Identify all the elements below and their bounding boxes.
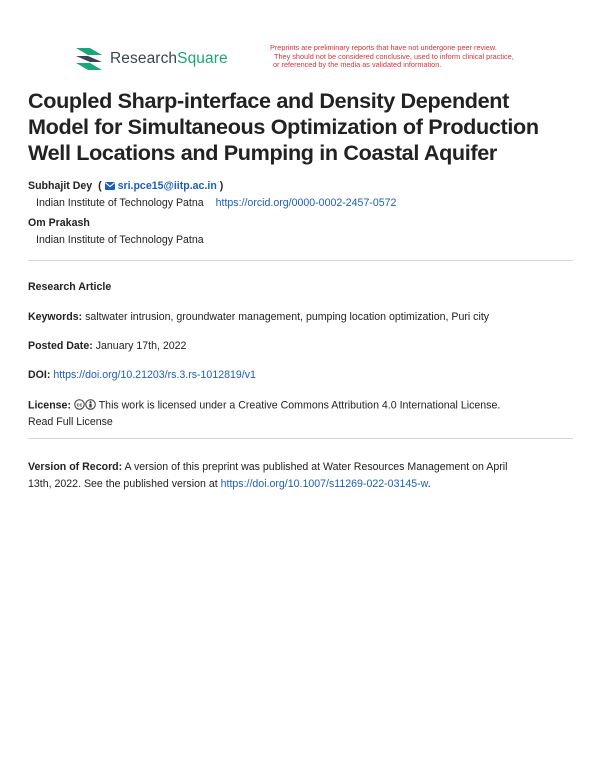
doi-label: DOI: xyxy=(28,369,51,381)
version-of-record-label: Version of Record: xyxy=(28,461,123,473)
preprint-disclaimer xyxy=(270,44,540,70)
author-affiliation: Indian Institute of Technology Patna xyxy=(36,234,204,246)
license xyxy=(28,399,500,412)
article-type: Research Article xyxy=(28,281,112,293)
author-name: Subhajit Dey xyxy=(28,180,93,192)
author-email: sri.pce15@iitp.ac.in xyxy=(117,180,217,192)
title-line: Coupled Sharp-interface and Density Dependent xyxy=(28,88,509,113)
posted-date-value: January 17th, 2022 xyxy=(95,340,187,352)
research-square-logo-icon xyxy=(74,46,104,72)
version-of-record-prefix: 13th, 2022. See the published version at xyxy=(28,478,218,490)
keywords-label: Keywords: xyxy=(28,311,83,323)
research-square-logo[interactable] xyxy=(74,46,228,72)
envelope-icon xyxy=(105,182,115,190)
orcid-link[interactable]: https://orcid.org/0000-0002-2457-0572 xyxy=(215,197,397,209)
keywords xyxy=(28,311,489,323)
author-email-link[interactable] xyxy=(105,180,217,192)
paper-title xyxy=(28,88,576,166)
disclaimer-line: or referenced by the media as validated information. xyxy=(273,60,442,70)
posted-date xyxy=(28,340,186,352)
svg-text:cc: cc xyxy=(76,402,83,409)
author-name: Om Prakash xyxy=(28,217,90,229)
title-line: Model for Simultaneous Optimization of Production xyxy=(28,114,539,139)
author-2 xyxy=(28,217,90,229)
disclaimer-line: Preprints are preliminary reports that have not undergone peer review. xyxy=(270,43,497,52)
author-1-affiliation-row xyxy=(36,197,396,209)
email-paren: ) xyxy=(216,180,224,192)
brand-name xyxy=(110,50,228,68)
author-1 xyxy=(28,180,223,192)
read-full-license-link[interactable]: Read Full License xyxy=(28,416,113,428)
version-of-record xyxy=(28,461,508,473)
version-of-record-line2 xyxy=(28,478,431,490)
license-label: License: xyxy=(28,399,71,412)
title-line: Well Locations and Pumping in Coastal Aquifer xyxy=(28,140,497,165)
email-paren: ( xyxy=(95,180,102,192)
divider xyxy=(28,438,573,439)
brand-research: Research xyxy=(110,50,178,67)
keywords-value: saltwater intrusion, groundwater management, pumping location optimization, Puri city xyxy=(85,311,490,323)
author-2-affiliation-row xyxy=(36,234,204,246)
brand-square: Square xyxy=(177,50,228,67)
doi-link[interactable]: https://doi.org/10.21203/rs.3.rs-1012819/v1 xyxy=(53,369,256,381)
version-of-record-suffix: . xyxy=(427,478,431,490)
version-of-record-text: A version of this preprint was published at Water Resources Management on April xyxy=(124,461,508,473)
posted-date-label: Posted Date: xyxy=(28,340,93,352)
disclaimer-line: They should not be considered conclusive, used to inform clinical practice, xyxy=(274,51,514,61)
cc-icon[interactable] xyxy=(74,399,85,410)
by-attribution-icon[interactable] xyxy=(85,399,96,410)
divider xyxy=(28,260,573,261)
author-affiliation: Indian Institute of Technology Patna xyxy=(36,197,204,209)
license-text: This work is licensed under a Creative Commons Attribution 4.0 International License. xyxy=(98,399,501,412)
published-version-link[interactable]: https://doi.org/10.1007/s11269-022-03145-w xyxy=(220,478,428,490)
doi xyxy=(28,369,256,381)
